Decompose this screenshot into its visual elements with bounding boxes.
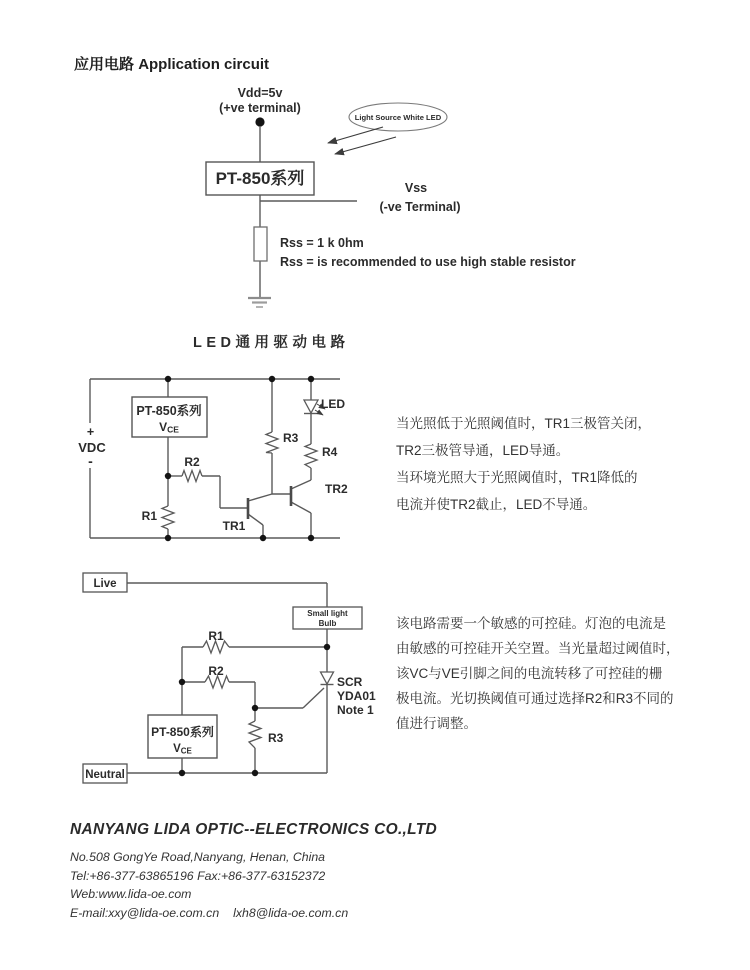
vdc-minus-label: - [88, 453, 93, 469]
footer-email-1: E-mail:xxy@lida-oe.com.cn [70, 905, 220, 920]
bulb-label-line1: Small light [307, 609, 348, 618]
r2-label: R2 [184, 455, 200, 469]
resistor-r4 [305, 444, 317, 468]
vss-label: Vss [404, 181, 428, 195]
footer-email [70, 904, 437, 923]
r2-label: R2 [208, 664, 224, 678]
description-line: 当光照低于光照阈值时，TR1三极管关闭， [396, 416, 652, 431]
vdc-plus-label: + [86, 425, 95, 439]
resistor-r1 [162, 506, 174, 529]
resistor-r2 [182, 471, 202, 482]
pt850-device-label: PT-850系列 [215, 169, 305, 188]
scr-icon [321, 672, 334, 685]
description-line: TR2三极管导通，LED导通。 [396, 443, 570, 458]
description-line: 该电路需要一个敏感的可控硅。灯泡的电流是 [396, 616, 666, 631]
r1-label: R1 [141, 509, 157, 523]
pt850-device-label: PT-850系列 [136, 404, 202, 418]
live-label: Live [93, 578, 117, 590]
description-line: 极电流。光切换阈值可通过选择R2和R3不同的 [396, 691, 674, 706]
rss-value-label: Rss = 1 k 0hm [280, 236, 364, 250]
application-circuit-diagram [60, 75, 620, 315]
resistor-r3 [266, 432, 278, 453]
page-title-en: Application circuit [138, 56, 270, 73]
company-name: NANYANG LIDA OPTIC--ELECTRONICS CO.,LTD [70, 821, 438, 838]
tr2-label: TR2 [325, 482, 348, 496]
description-line: 值进行调整。 [396, 716, 477, 731]
tr1-label: TR1 [222, 519, 246, 533]
scr-circuit-diagram [75, 565, 390, 795]
bulb-label-line2: Bulb [318, 619, 337, 628]
resistor-r3 [249, 721, 261, 748]
footer [70, 821, 437, 922]
vdc-label: VDC [78, 440, 106, 455]
scr-label: SCR [337, 675, 363, 689]
led-label: LED [321, 397, 345, 411]
led-driver-circuit-diagram [75, 370, 390, 555]
pt850-device-label: PT-850系列 [151, 725, 214, 739]
circuit2-wires [90, 379, 340, 538]
r1-label: R1 [208, 629, 224, 643]
vce-label: VCE [173, 743, 192, 756]
light-source-label: Light Source White LED [354, 113, 442, 122]
description-line: 该VC与VE引脚之间的电流转移了可控硅的栅 [396, 666, 663, 681]
rss-note-label: Rss = is recommended to use high stable resistor [280, 255, 576, 269]
scr-note-label: Note 1 [337, 703, 374, 717]
led-circuit-description [396, 410, 726, 518]
vdd-terminal-dot [255, 117, 264, 126]
page-title-zh: 应用电路 [74, 56, 135, 73]
vdd-label: Vdd=5v [237, 86, 283, 100]
r4-label: R4 [322, 445, 338, 459]
scr-model-label: YDA01 [337, 689, 376, 703]
footer-email-2: lxh8@lida-oe.com.cn [233, 905, 349, 920]
vdd-terminal-label: (+ve terminal) [219, 101, 301, 115]
description-line: 由敏感的可控硅开关空置。当光量超过阈值时， [396, 641, 680, 656]
description-line: 当环境光照大于光照阈值时，TR1降低的 [396, 470, 638, 485]
r3-label: R3 [283, 431, 299, 445]
footer-web: Web:www.lida-oe.com [70, 887, 192, 902]
circuit2-resistors [162, 432, 317, 529]
led-circuit-title: LED通用驱动电路 [193, 335, 350, 351]
footer-telfax: Tel:+86-377-63865196 Fax:+86-377-63152372 [70, 868, 326, 883]
description-line: 电流并使TR2截止，LED不导通。 [396, 497, 597, 512]
ground-icon [248, 298, 271, 307]
page-title [74, 53, 269, 74]
scr-circuit-description [396, 611, 736, 736]
rss-resistor [254, 227, 267, 261]
footer-address: No.508 GongYe Road,Nanyang, Henan, China [70, 850, 325, 864]
vss-terminal-label: (-ve Terminal) [379, 200, 461, 214]
vce-label: VCE [159, 420, 179, 435]
r3-label: R3 [268, 731, 284, 745]
neutral-label: Neutral [85, 769, 125, 781]
